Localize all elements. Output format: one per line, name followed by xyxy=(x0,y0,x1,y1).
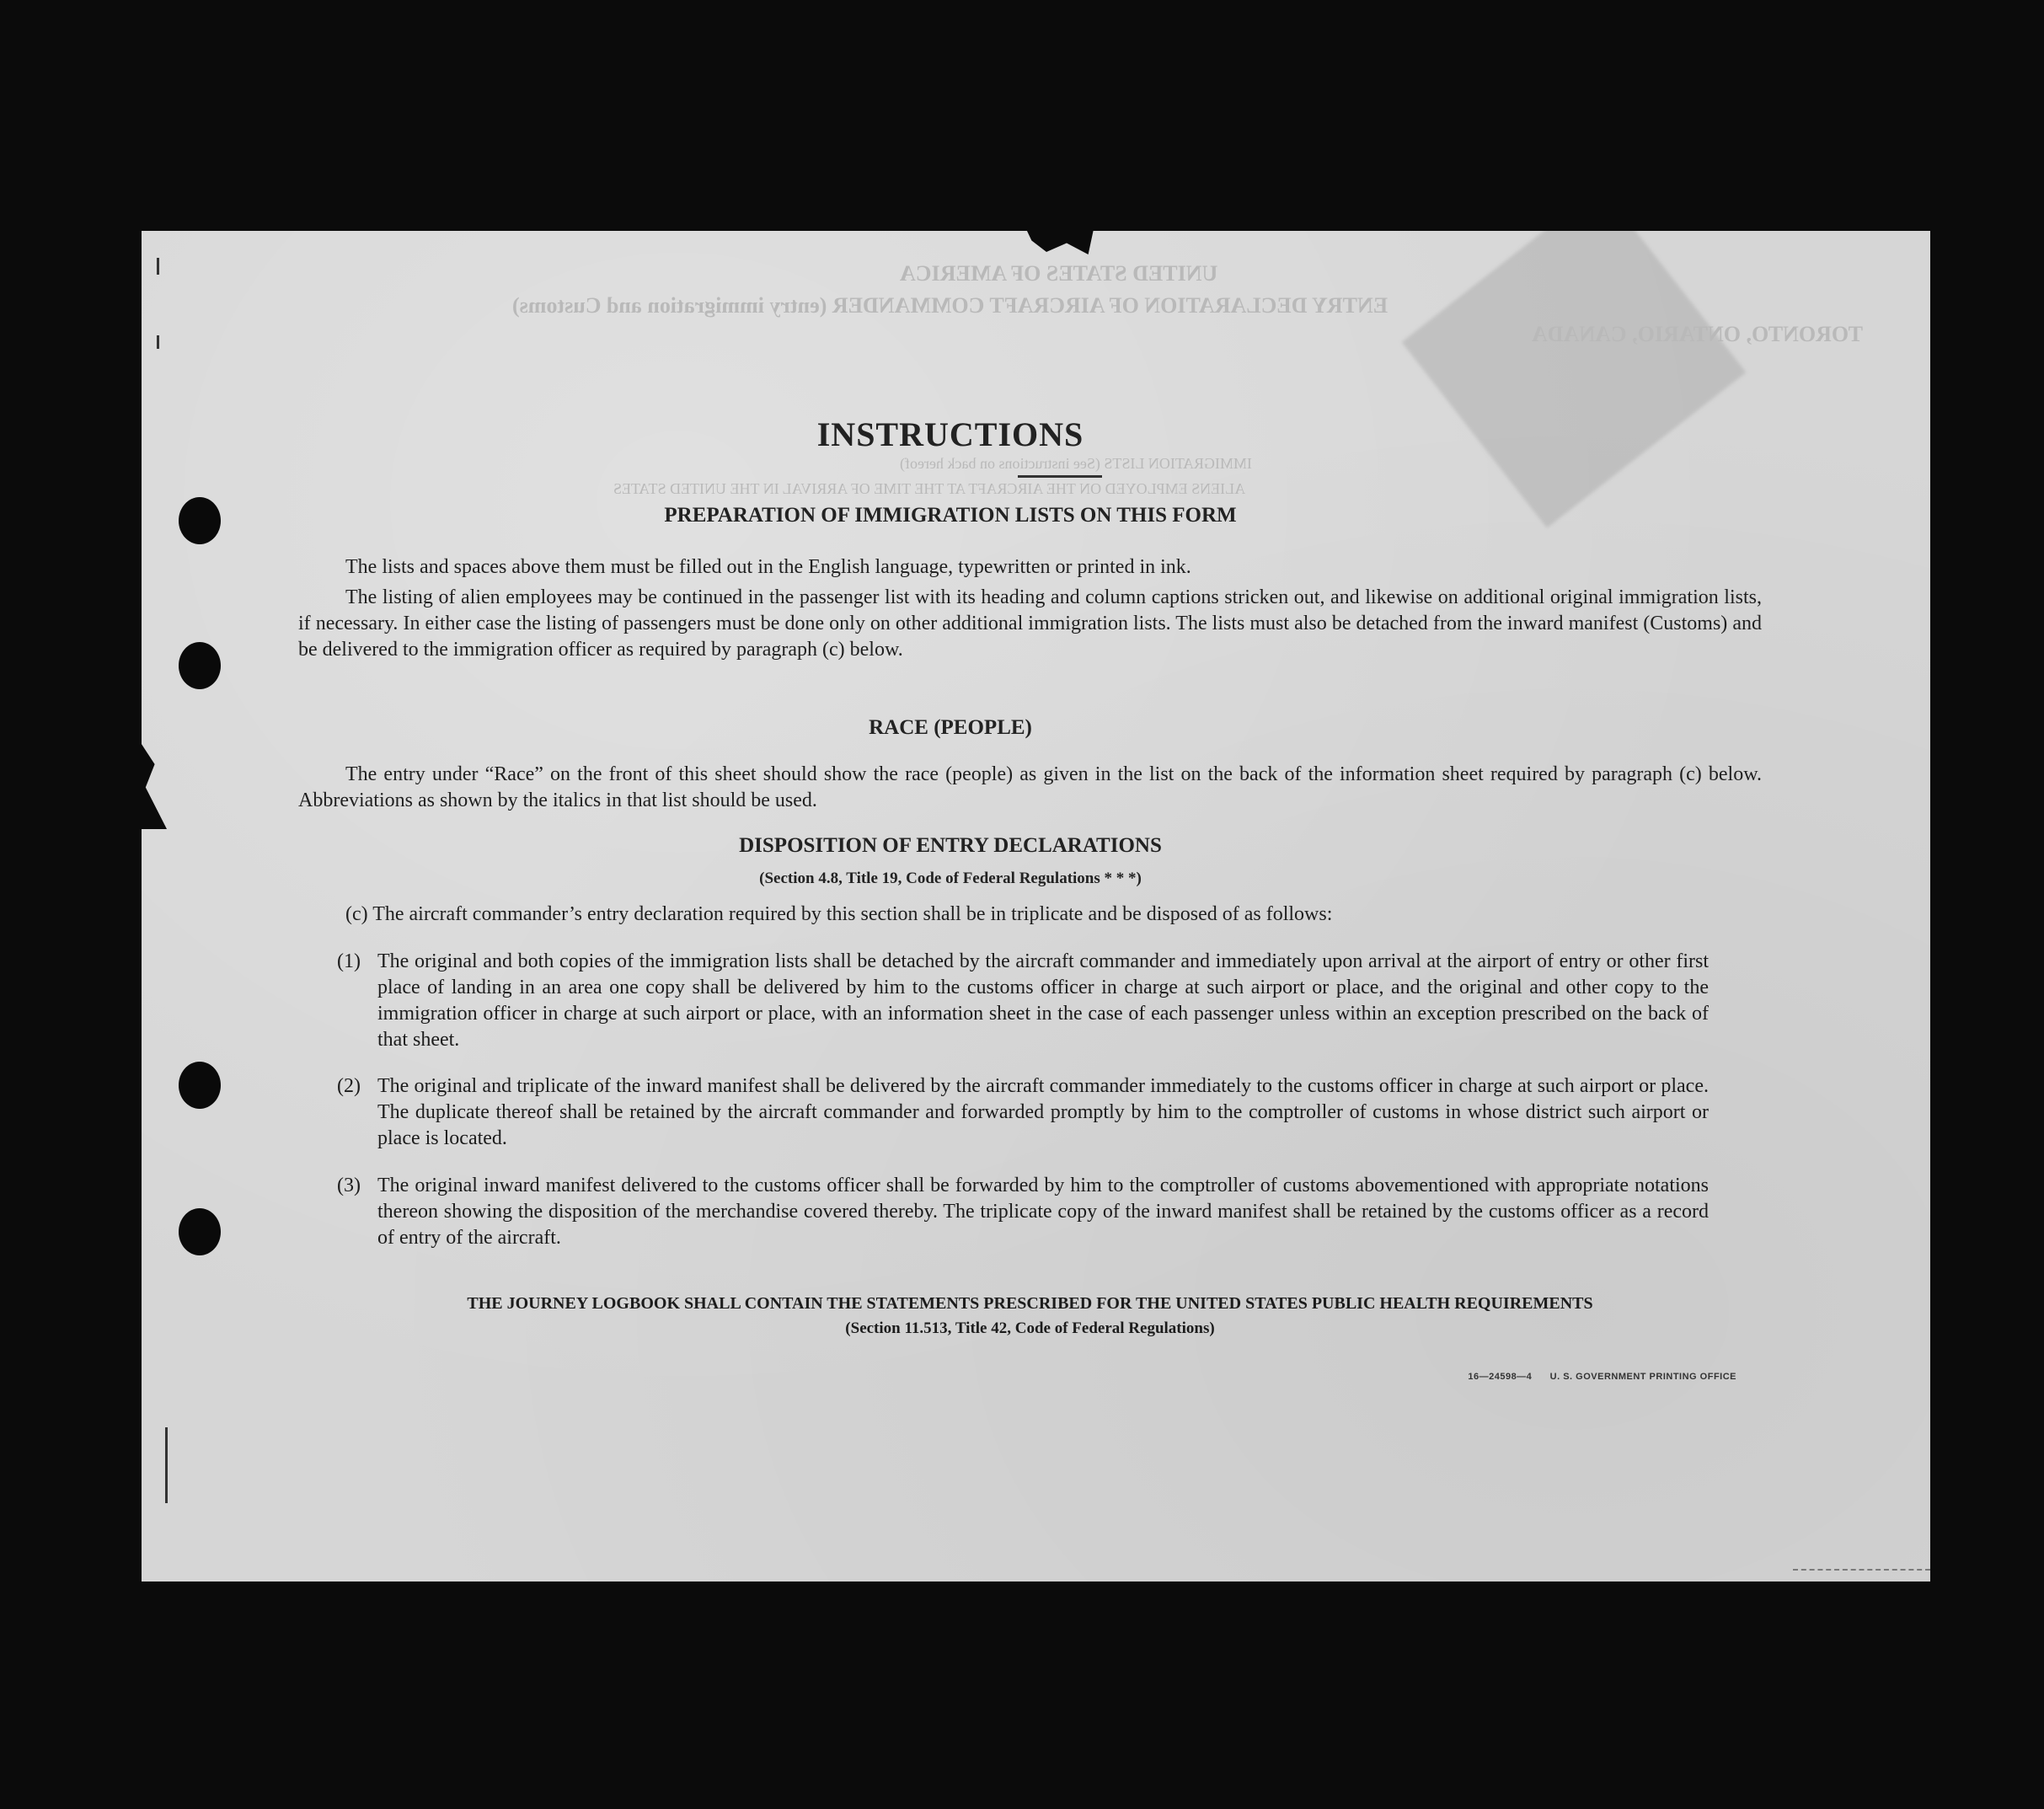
section-heading-race: RACE (PEOPLE) xyxy=(869,716,1032,739)
torn-notch xyxy=(1026,231,1094,254)
margin-mark xyxy=(157,258,159,275)
list-item xyxy=(337,1073,1709,1152)
paragraph-prep-1: The lists and spaces above them must be filled out in the English language, typewritten or printed in ink. xyxy=(345,556,1191,578)
document-sheet xyxy=(142,231,1930,1582)
list-item xyxy=(337,1173,1709,1251)
page-title: INSTRUCTIONS xyxy=(816,415,1084,453)
punch-hole xyxy=(179,1208,221,1255)
footer-health-requirements: THE JOURNEY LOGBOOK SHALL CONTAIN THE STATEMENTS PRESCRIBED FOR THE UNITED STATES PUBLIC HEALTH REQUIREMENTS xyxy=(467,1294,1593,1313)
list-item-number: (1) xyxy=(337,950,361,972)
list-item-text: The original inward manifest delivered to the customs officer shall be forwarded by him to the comptroller of customs abovementioned with appropriate notations thereon showing the disposition of the merchandise covered thereby. The triplicate copy of the inward manifest shall be retained by the customs officer as a record of entry of the aircraft. xyxy=(377,1175,1709,1249)
printer-imprint xyxy=(1468,1372,1736,1382)
bleed-through-line: IMMIGRATION LISTS (See instructions on back hereof) xyxy=(900,455,1252,472)
list-item-text: The original and triplicate of the inward manifest shall be delivered by the aircraft commander immediately to the customs officer in charge at such airport or place. The duplicate thereof shall be retained by the aircraft commander and forwarded promptly by him to the comptroller of customs in whose district such airport or place is located. xyxy=(377,1075,1709,1149)
paragraph-c-intro: (c) The aircraft commander’s entry declaration required by this section shall be in triplicate and be disposed of as follows: xyxy=(345,903,1333,925)
printer-code: 16—24598—4 xyxy=(1468,1372,1533,1382)
list-item xyxy=(337,949,1709,1053)
section-heading-disposition: DISPOSITION OF ENTRY DECLARATIONS xyxy=(739,834,1162,857)
list-item-number: (3) xyxy=(337,1175,361,1196)
bleed-through-line: ENTRY DECLARATION OF AIRCRAFT COMMANDER (entry immigration and Customs) xyxy=(512,293,1389,318)
list-item-number: (2) xyxy=(337,1075,361,1097)
bleed-through-line: ALIENS EMPLOYED ON THE AIRCRAFT AT THE TIME OF ARRIVAL IN THE UNITED STATES xyxy=(613,480,1246,497)
list-item-text: The original and both copies of the immigration lists shall be detached by the aircraft commander and immediately upon arrival at the airport of entry or other first place of landing in an area one copy shall be delivered by him to the customs officer in charge at such airport or place, and the original and other copy to the immigration officer in charge at such airport or place, with an information sheet in the case of each passenger unless within an exception prescribed on the back of that sheet. xyxy=(377,950,1709,1051)
bleed-through-line: TORONTO, ONTARIO, CANADA xyxy=(1532,322,1863,346)
paragraph-prep-2: The listing of alien employees may be continued in the passenger list with its heading and column captions stricken out, and likewise on additional original immigration lists, if necessary. In either case the listing of passengers must be done only on other additional immigration lists. The lists must also be detached from the inward manifest (Customs) and be delivered to the immigration officer as required by paragraph (c) below. xyxy=(298,586,1762,661)
bleed-through-stamp xyxy=(1402,231,1747,528)
paragraph-race: The entry under “Race” on the front of this sheet should show the race (people) as given in the list on the back of the information sheet required by paragraph (c) below. Abbreviations as shown by the italics in that list should be used. xyxy=(298,763,1762,811)
perforation-line xyxy=(1793,1569,1930,1571)
punch-hole xyxy=(179,642,221,689)
section-heading-preparation: PREPARATION OF IMMIGRATION LISTS ON THIS FORM xyxy=(664,504,1237,527)
disposition-citation: (Section 4.8, Title 19, Code of Federal Regulations * * *) xyxy=(759,870,1142,887)
punch-hole xyxy=(179,1062,221,1109)
margin-mark xyxy=(157,335,159,349)
title-underline xyxy=(1018,475,1102,478)
footer-citation: (Section 11.513, Title 42, Code of Federal Regulations) xyxy=(845,1319,1215,1337)
printer-name: U. S. GOVERNMENT PRINTING OFFICE xyxy=(1549,1372,1736,1382)
bleed-through-line: UNITED STATES OF AMERICA xyxy=(900,261,1218,286)
margin-mark xyxy=(165,1427,168,1503)
torn-edge xyxy=(142,736,167,829)
